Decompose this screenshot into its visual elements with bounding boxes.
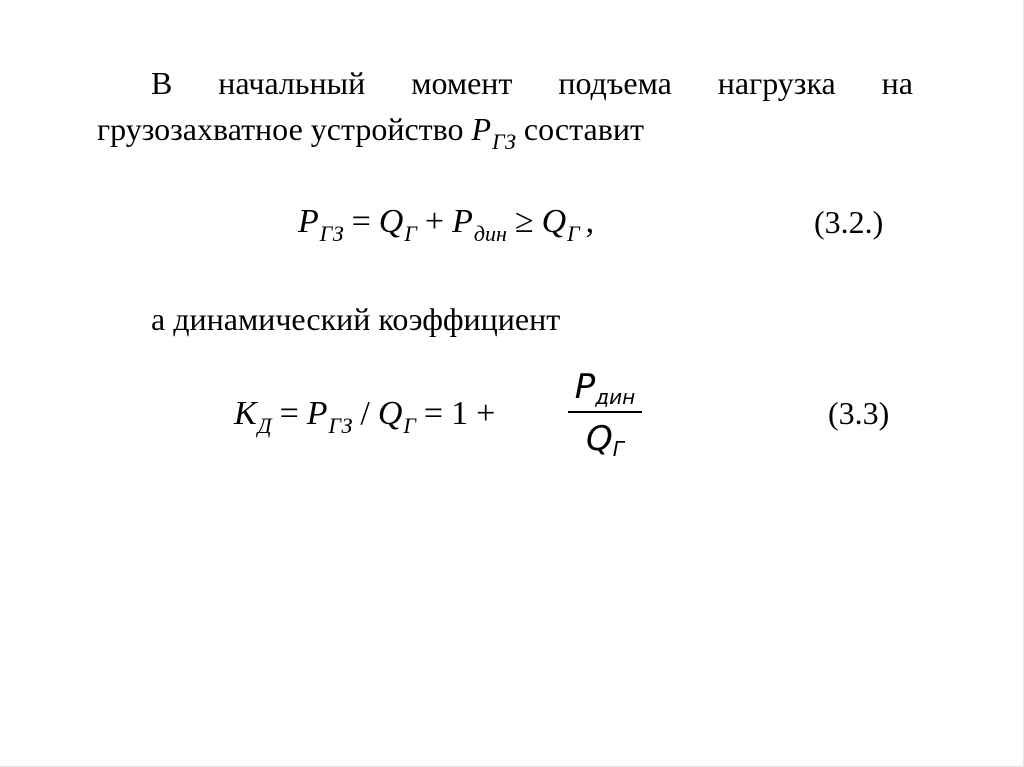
eq1-q-subscript: Г <box>404 221 417 246</box>
eq1-ge: ≥ <box>514 203 534 240</box>
eq1-q2: Q <box>541 203 567 240</box>
fraction-numerator <box>568 365 642 409</box>
eq1-q2-subscript: Г <box>567 221 580 246</box>
eq1-q: Q <box>378 203 404 240</box>
eq1-comma: , <box>585 203 595 240</box>
frac-num-subscript: дин <box>595 385 636 409</box>
eq1-plus: + <box>424 203 445 240</box>
eq1-p2: P <box>452 203 473 240</box>
intro-line-2 <box>97 106 913 156</box>
second-paragraph: а динамический коэффициент <box>151 301 561 337</box>
eq2-equals-1: = <box>279 395 299 432</box>
eq2-q-subscript: Г <box>403 413 416 438</box>
eq2-slash: / <box>360 395 370 432</box>
eq2-k: К <box>234 395 257 432</box>
equation-number-3-3: (3.3) <box>828 395 890 431</box>
symbol-p: P <box>471 111 492 147</box>
fraction-denominator <box>568 417 642 461</box>
equation-3-2 <box>298 203 595 246</box>
frac-num-p: P <box>574 367 596 407</box>
equation-number-3-2: (3.2.) <box>814 204 884 240</box>
eq2-one: 1 <box>451 395 469 432</box>
intro-line-2-tail: составит <box>515 111 644 147</box>
eq2-q: Q <box>377 395 403 432</box>
eq2-p: P <box>306 395 328 432</box>
eq1-p2-subscript: дин <box>473 221 507 246</box>
intro-line-1: В начальный момент подъема нагрузка на <box>151 65 913 101</box>
fraction <box>568 365 642 461</box>
intro-paragraph <box>97 60 913 156</box>
equation-3-3 <box>234 395 503 438</box>
eq2-plus: + <box>476 395 496 432</box>
frac-den-q: Q <box>586 419 613 459</box>
symbol-p-subscript: ГЗ <box>492 129 516 154</box>
eq2-equals-2: = <box>423 395 444 432</box>
frac-den-subscript: Г <box>612 437 624 461</box>
eq1-p: P <box>298 203 319 240</box>
eq1-equals: = <box>351 203 371 240</box>
fraction-bar <box>568 411 642 413</box>
eq2-k-subscript: Д <box>257 413 272 438</box>
eq2-p-subscript: ГЗ <box>328 413 353 438</box>
eq1-p-subscript: ГЗ <box>319 221 344 246</box>
intro-line-2-text: грузозахватное устройство <box>97 111 472 147</box>
